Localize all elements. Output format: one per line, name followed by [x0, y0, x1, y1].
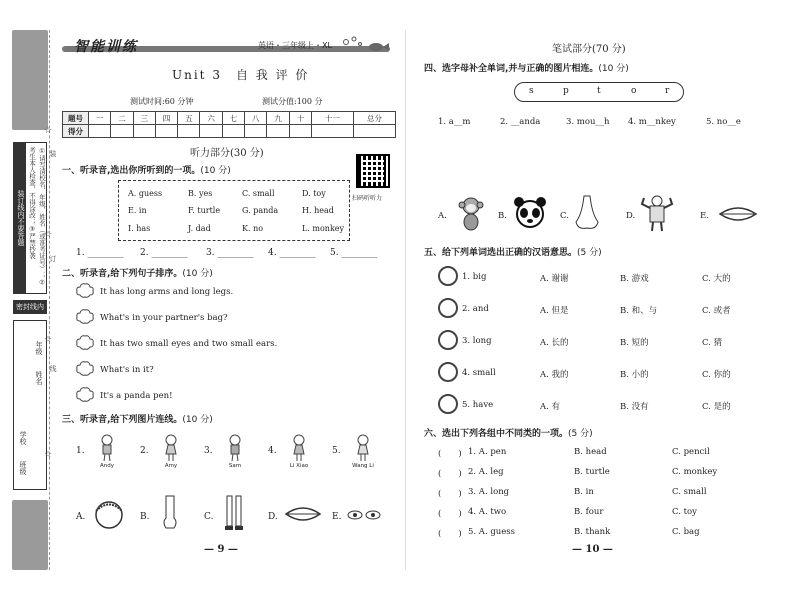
star-icon: ☆	[44, 230, 53, 240]
q5-answer-circle[interactable]	[438, 362, 458, 382]
q4-letter-box	[514, 82, 684, 102]
field-name: 姓名	[35, 371, 43, 385]
score-cell: 三	[133, 112, 155, 125]
q6-answer-paren[interactable]: ( )	[438, 469, 462, 479]
notice-head: 装订线内不要答题	[14, 143, 26, 293]
monkey-icon[interactable]	[454, 196, 488, 232]
q5-option-c: C. 猜	[702, 338, 723, 348]
q6-answer-paren[interactable]: ( )	[438, 449, 462, 459]
field-grade: 年级	[35, 341, 43, 355]
score-cell: 题号	[63, 112, 89, 125]
q5-title-text: 五、给下列单词选出正确的汉语意思。	[424, 248, 578, 258]
score-entry[interactable]	[245, 125, 267, 138]
q3-kid-name: Amy	[164, 463, 178, 469]
q5-option-a: A. 长的	[540, 338, 569, 348]
score-cell: 七	[222, 112, 244, 125]
q6-option-a: 5. A. guess	[468, 527, 516, 537]
q4-letter: p	[563, 86, 569, 96]
score-entry[interactable]	[133, 125, 155, 138]
score-cell: 一	[89, 112, 111, 125]
student-info-box	[13, 320, 47, 490]
q6-option-a: 2. A. leg	[468, 467, 504, 477]
panda-icon[interactable]	[512, 196, 548, 232]
q5-option-a: A. 谢谢	[540, 274, 569, 284]
q3-points: (10 分)	[182, 415, 213, 425]
star-icon: ☆	[44, 335, 53, 345]
page-number-right: — 10 —	[572, 544, 613, 555]
head-icon[interactable]	[90, 498, 128, 532]
star-icon: ☆	[44, 126, 53, 136]
q3-kid-name: Wang Li	[352, 463, 374, 469]
eyes-icon[interactable]	[346, 508, 382, 522]
q4-letter: o	[631, 86, 637, 96]
q1-title-text: 一、听录音,选出你所听到的一项。	[62, 166, 201, 176]
girl-figure-icon[interactable]	[290, 434, 308, 462]
legs-icon[interactable]	[222, 494, 246, 532]
cloud-answer-icon[interactable]	[76, 283, 94, 299]
q3-kid-number: 5.	[332, 446, 341, 456]
binding-strip	[12, 30, 48, 570]
q3-pic-label: B.	[140, 512, 150, 522]
field-class: 班级	[19, 461, 27, 475]
q5-option-a: A. 但是	[540, 306, 569, 316]
score-entry[interactable]	[311, 125, 353, 138]
page-title: Unit 3 自 我 评 价	[172, 68, 310, 82]
q6-option-a: 4. A. two	[468, 507, 507, 517]
q6-option-b: B. head	[574, 447, 607, 457]
q4-word[interactable]: 3. mou__h	[566, 117, 610, 127]
q3-pic-label: E.	[332, 512, 342, 522]
score-cell: 总分	[353, 112, 395, 125]
score-entry[interactable]	[89, 125, 111, 138]
q5-word: 2. and	[462, 304, 489, 314]
q3-title-text: 三、听录音,给下列图片连线。	[62, 415, 183, 425]
listening-section-title: 听力部分(30 分)	[190, 148, 264, 159]
q3-kid-number: 1.	[76, 446, 85, 456]
score-entry[interactable]	[222, 125, 244, 138]
q1-option: H. head	[302, 206, 334, 215]
q6-points: (5 分)	[568, 429, 593, 439]
q5-option-a: A. 我的	[540, 370, 569, 380]
q1-option: I. has	[128, 224, 151, 233]
q5-option-b: B. 游戏	[620, 274, 649, 284]
binding-gray-top	[12, 30, 48, 130]
score-cell: 八	[245, 112, 267, 125]
q3-kid-name: Sam	[228, 463, 242, 469]
q3-kid-name: Andy	[100, 463, 114, 469]
subject-label: 英语・三年级上・XL	[258, 41, 332, 50]
nose-icon[interactable]	[572, 194, 602, 232]
score-cell: 九	[267, 112, 289, 125]
score-cell: 十	[289, 112, 311, 125]
mouth-icon[interactable]	[284, 504, 322, 524]
page-number-left: — 9 —	[204, 544, 238, 555]
q5-answer-circle[interactable]	[438, 298, 458, 318]
strong-man-icon[interactable]	[640, 194, 674, 232]
cloud-answer-icon[interactable]	[76, 387, 94, 403]
q5-word: 5. have	[462, 400, 494, 410]
q6-option-c: C. monkey	[672, 467, 718, 477]
q3-pic-label: C.	[204, 512, 214, 522]
field-school: 学校	[19, 431, 27, 445]
test-score: 测试分值:100 分	[262, 97, 323, 106]
q4-pic-label: A.	[438, 211, 447, 221]
q2-sentence: What's in it?	[100, 365, 154, 375]
qr-label: 扫码听听力	[352, 195, 383, 202]
q2-sentence: It has two small eyes and two small ears.	[100, 339, 278, 349]
q4-title-text: 四、选字母补全单词,并与正确的图片相连。	[424, 64, 599, 74]
q1-option: E. in	[128, 206, 147, 215]
score-cell: 十一	[311, 112, 353, 125]
binding-gray-bottom	[12, 500, 48, 570]
mouth-icon[interactable]	[718, 204, 758, 224]
q4-pic-label: C.	[560, 211, 569, 221]
q6-title-text: 六、选出下列各组中不同类的一项。	[424, 429, 569, 439]
boy-figure-icon[interactable]	[98, 434, 116, 462]
q4-letter: t	[597, 86, 601, 96]
cloud-answer-icon[interactable]	[76, 309, 94, 325]
q3-pic-label: D.	[268, 512, 278, 522]
q5-option-c: C. 是的	[702, 402, 731, 412]
q4-pic-label: D.	[626, 211, 636, 221]
qr-code[interactable]	[356, 154, 390, 188]
score-entry[interactable]	[200, 125, 222, 138]
binding-mark: 装	[49, 150, 57, 157]
boy-figure-icon[interactable]	[226, 434, 244, 462]
q2-sentence: What's in your partner's bag?	[100, 313, 228, 323]
q4-word[interactable]: 4. m__nkey	[628, 117, 676, 127]
q2-sentence: It's a panda pen!	[100, 391, 173, 401]
q1-answer-blank[interactable]: 1. ________	[76, 248, 124, 258]
q6-answer-paren[interactable]: ( )	[438, 509, 462, 519]
q5-option-b: B. 小的	[620, 370, 649, 380]
score-entry[interactable]	[353, 125, 395, 138]
binding-mark: 线	[49, 365, 57, 372]
score-table-header-row	[63, 112, 396, 125]
q6-option-b: B. turtle	[574, 467, 610, 477]
q4-points: (10 分)	[598, 64, 629, 74]
q1-option: D. toy	[302, 189, 326, 198]
q5-word: 4. small	[462, 368, 496, 378]
q3-pic-label: A.	[76, 512, 86, 522]
q3-kid-name: Li Xiao	[289, 463, 309, 469]
seal-stamp: 密封线内	[13, 300, 47, 314]
girl-figure-icon[interactable]	[162, 434, 180, 462]
q4-letter: s	[529, 86, 534, 96]
score-cell: 得分	[63, 125, 89, 138]
score-table	[62, 111, 396, 138]
q1-option: F. turtle	[188, 206, 221, 215]
score-cell: 六	[200, 112, 222, 125]
q6-title	[424, 426, 593, 439]
q1-title	[62, 163, 231, 176]
q1-option: A. guess	[128, 189, 163, 198]
page-divider	[405, 30, 406, 570]
score-cell: 二	[111, 112, 133, 125]
q1-answer-blank[interactable]: 3. ________	[206, 248, 254, 258]
q6-option-c: C. bag	[672, 527, 700, 537]
q6-option-a: 3. A. long	[468, 487, 510, 497]
q5-option-c: C. 大的	[702, 274, 731, 284]
binding-line	[44, 30, 59, 570]
q5-option-b: B. 没有	[620, 402, 649, 412]
binding-mark: 订	[49, 255, 57, 262]
fish-icon	[340, 36, 390, 54]
q3-kid-number: 3.	[204, 446, 213, 456]
q4-word[interactable]: 5. no__e	[706, 117, 741, 127]
test-time: 测试时间:60 分钟	[130, 97, 194, 106]
q4-title	[424, 61, 629, 74]
q3-kid-number: 4.	[268, 446, 277, 456]
q5-answer-circle[interactable]	[438, 266, 458, 286]
q3-kid-number: 2.	[140, 446, 149, 456]
written-section-title: 笔试部分(70 分)	[552, 44, 626, 55]
q4-pic-label: B.	[498, 211, 507, 221]
q1-option: K. no	[242, 224, 264, 233]
q1-option: B. yes	[188, 189, 213, 198]
q4-pic-label: E.	[700, 211, 709, 221]
q5-points: (5 分)	[577, 248, 602, 258]
q1-option: J. dad	[188, 224, 211, 233]
cloud-answer-icon[interactable]	[76, 361, 94, 377]
q6-option-c: C. toy	[672, 507, 697, 517]
q4-word[interactable]: 2. __anda	[500, 117, 541, 127]
notice-text: ①请写清校名、年级、姓名（或准考证号）；②考生本人检查，不得涂改；③严禁抄袭	[28, 147, 46, 287]
q6-option-b: B. thank	[574, 527, 611, 537]
q1-option: L. monkey	[302, 224, 345, 233]
star-icon: ☆	[44, 450, 53, 460]
q5-option-b: B. 短的	[620, 338, 649, 348]
score-table-score-row	[63, 125, 396, 138]
q6-answer-paren[interactable]: ( )	[438, 529, 462, 539]
girl-figure-icon[interactable]	[354, 434, 372, 462]
q4-word[interactable]: 1. a__m	[438, 117, 471, 127]
q1-answer-blank[interactable]: 5. ________	[330, 248, 378, 258]
q5-option-a: A. 有	[540, 402, 561, 412]
q5-answer-circle[interactable]	[438, 394, 458, 414]
q2-points: (10 分)	[182, 269, 213, 279]
score-entry[interactable]	[289, 125, 311, 138]
cloud-answer-icon[interactable]	[76, 335, 94, 351]
score-cell: 五	[178, 112, 200, 125]
q6-answer-paren[interactable]: ( )	[438, 489, 462, 499]
q5-option-b: B. 和、与	[620, 306, 658, 316]
q6-option-c: C. pencil	[672, 447, 710, 457]
q1-points: (10 分)	[200, 166, 231, 176]
score-entry[interactable]	[267, 125, 289, 138]
q1-answer-blank[interactable]: 4. ________	[268, 248, 316, 258]
q6-option-a: 1. A. pen	[468, 447, 507, 457]
q1-option: G. panda	[242, 206, 279, 215]
q2-title	[62, 266, 213, 279]
q1-option: C. small	[242, 189, 275, 198]
q6-option-c: C. small	[672, 487, 707, 497]
q5-word: 1. big	[462, 272, 487, 282]
q2-sentence: It has long arms and long legs.	[100, 287, 234, 297]
score-cell: 四	[155, 112, 177, 125]
q3-title	[62, 412, 213, 425]
q5-answer-circle[interactable]	[438, 330, 458, 350]
q6-option-b: B. four	[574, 507, 604, 517]
q6-option-b: B. in	[574, 487, 594, 497]
q4-letter: r	[665, 86, 670, 96]
q5-option-c: C. 或者	[702, 306, 731, 316]
score-entry[interactable]	[178, 125, 200, 138]
q5-word: 3. long	[462, 336, 492, 346]
score-entry[interactable]	[111, 125, 133, 138]
binding-notice	[13, 142, 47, 294]
q5-option-c: C. 你的	[702, 370, 731, 380]
arm-icon[interactable]	[160, 494, 180, 532]
q2-title-text: 二、听录音,给下列句子排序。	[62, 269, 183, 279]
q5-title	[424, 245, 602, 258]
q1-answer-blank[interactable]: 2. ________	[140, 248, 188, 258]
logo: 智能训练	[74, 39, 138, 55]
score-entry[interactable]	[155, 125, 177, 138]
